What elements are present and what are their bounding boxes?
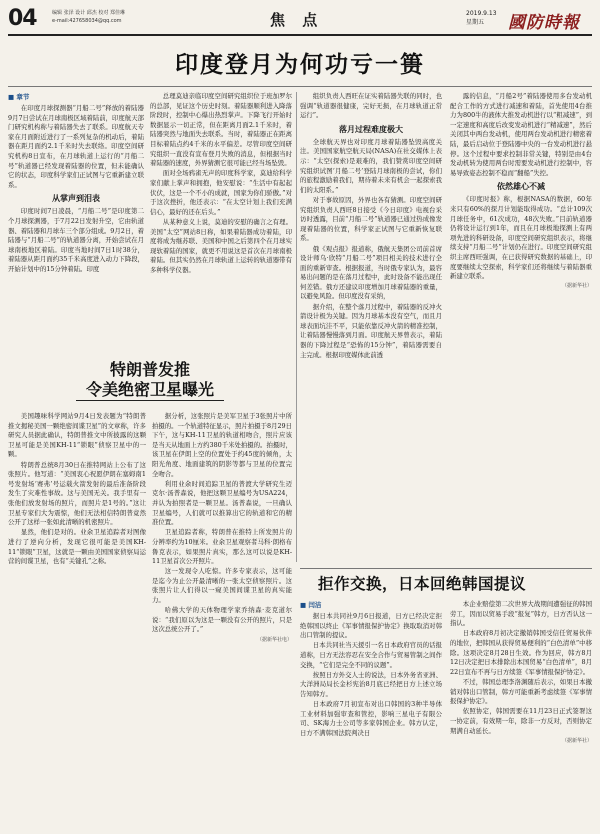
editor-email: e-mail:427658034@qq.com [52, 18, 122, 24]
main-headline: 印度登月为何功亏一篑 [175, 52, 425, 78]
paragraph: 印度时间7日凌晨，“月船二号”是印度第二个月球探测器，于7月22日发射升空，它由轨道器、着陆器和月球车三个部分组成。9月2日，着陆器与“月船二号”的轨道器分离，开始尝试在月球南极地区着陆。印度当地时间7日1时38分，着陆器从距月面约35千米高度进入动力下降段，开始计划中的15分钟着陆。印度 [8, 207, 144, 273]
paragraph: 利用业余时间追踪卫星的普渡大学研究生迈克尔·汤普森说，他把这颗卫星编号为USA224，并认为拍照者是一颗卫星。汤普森说，一旦确认卫星编号，人们就可以推算出它的轨道和它的精准位置。 [152, 479, 292, 527]
paragraph: 从某种意义上说，莫迪的安慰的确言之有理。美国“太空”网站8日称，如果着陆器成功着陆，印度将成为继苏联、美国和中国之后第四个在月球实现软着陆的国家，就更不用说这是首次在月球南极着陆。但其实仍然在月球轨道上运转的轨道器带有多种科学仪器。 [150, 217, 292, 274]
paragraph: 日本政府7月初宣布对出口韩国的3种半导体工业材料加强审查和管控，影响三星电子有限公司、SK海力士公司等多家韩国企业。韩方认定，日方不满韩国法院判决日 [300, 700, 442, 737]
story2-headline-line2: 令美绝密卫星曝光 [76, 380, 224, 401]
paragraph: 《印度时报》称，根据NASA的数据，60年来只有60%的探月计划能取得成功。“总计109次月球任务中，61次成功，48次失败。”目前轨道器仍将设计运行到1年，而且在月球极地探测上有两项先进的科研设备，印度空间研究组织表示，将继续支持“月船二号”计划仍在进行。印度空间研究组织主席西旺强调，在已获得研究数据的基础上，印度要继续太空探索，科学家们还将继续与着陆器重新建立联系。 [450, 195, 592, 281]
story2-column-1 [8, 412, 146, 824]
page-number: 04 [8, 6, 37, 31]
main-story-column-4 [450, 92, 592, 562]
paragraph: 对于事故原因，外界也各有猜测。印度空间研究组织负责人西旺8日接受《今日印度》电视台采访时透露，目前“月船二号”轨道器已通过热成像发现着陆器的位置，科学家正试图与它重新恢复联系。 [300, 195, 442, 243]
source-credit: （据新华社电） [256, 636, 292, 643]
paragraph: 在印度月球探测器“月船二号”释放的着陆器9月7日尝试在月球南极区域着陆前，印度航天部门研究机构称与着陆器失去了联系。印度航天专家在月面附近进行了一系列复杂的机动后，着陆器在距月面约2.1千米时失去联络。印度空间研究机构8日宣布，在月球轨道上运行的“月船二号”轨道器已经发现着陆器的位置，但未能确认它的状态，印度科学家们正试图与它重新建立联系。 [8, 104, 144, 189]
paragraph: 显然，他们是对的。业余卫星追踪者对图像进行了逆向分析，发现它很可能是美国KH-11“锁眼”卫星，这就是一颗由美国国家侦察局运营的间谍卫星，也有“关键孔”之称。 [8, 528, 146, 566]
source-credit: （据新华社） [561, 737, 592, 744]
paragraph: 面对全场鸦雀无声的印度科学家，莫迪给科学家们献上掌声和拥抱，他安慰说：“生活中有起起伏伏，这是一个不小的成就，国家为你们骄傲。”对于这次挫折，他还表示：“在太空计划上我们充满信心，最好的还在后头。” [150, 169, 292, 216]
subheading: 落月过程难度极大 [339, 124, 403, 134]
paragraph: 卫星追踪者称，特朗普在推特上所发照片的分辨率约为10厘米。业余卫星观察者马科·朗格布鲁克表示，如果照片真实，那么这可以说是KH-11卫星首次公开照片。 [152, 528, 292, 566]
paragraph: 这一发现令人吃惊。许多专家表示，这可能是迄今为止公开最清晰的一张太空侦察照片。这张照片让人们得以一窥美国间谍卫星的真实能力。 [152, 567, 292, 605]
paragraph: 据分析，这张照片是美军卫星于3张照片中所拍摄的。一个轨道特征显示，照片拍摄于8月29日下午，这与KH-11卫星的轨道相吻合，照片应该是当天从地面上方约380千米处拍摄的。拍摄时，该卫星在伊朗上空的位置处于约45度的倾角，太阳光角度、地面建筑的阴影等都与卫星的位置完全吻合。 [152, 412, 292, 478]
paragraph: 据介绍，在整个落月过程中，着陆器的反冲火箭设计极为关键。因为月球基本没有空气，而且月球表面坑洼不平，只能依靠反冲火箭的精准控制，让着陆器慢慢落到月面。印度航天界曾表示，着陆器的下降过程是“恐怖的15分钟”，着陆器需要自主完成。根据印度媒体此前透 [300, 302, 442, 359]
divider-rule [8, 86, 592, 87]
paragraph: 按照日方外交人士的说法，日本外务省亚洲、大洋洲局局长金杉宪治8月底已经把日方上述立场告知韩方。 [300, 670, 442, 698]
paragraph: 本企业赔偿第二次世界大战期间遭强征的韩国劳工，因而以贸易手段“报复”韩方，日方否认这一指认。 [450, 600, 592, 628]
paragraph: 据日本共同社9月6日报道，日方已经决定拒绝韩国以终止《军事情报保护协定》换取取消对韩出口管制的提议。 [300, 612, 442, 640]
paragraph: 日本共同社当天援引一名日本政府官员的话报道称，日方无法容忍在安全合作与贸易管制之间作交换，“它们是完全不同的议题”。 [300, 641, 442, 669]
page-header [8, 6, 592, 36]
paragraph: 不过，韩国总理李洛渊随后表示，如果日本撤销对韩出口管制，韩方可能重新考虑续签《军事情报保护协定》。 [450, 677, 592, 706]
paragraph: 特朗普总统8月30日在推特网站上公布了这张照片。他写道：“美国衷心祝愿伊朗在塞姆南1号发射场‘赛弗’号运载火箭发射的最后准备阶段发生了灾难性事故。这与美国无关。我手里有一张他们放发射场的照片，而照片是1号的。”这让卫星专家们大为震惊，他们无法相信特朗普竟然公开了这样一张如此清晰的机密照片。 [8, 460, 146, 527]
story3-column-2 [450, 600, 592, 826]
paragraph: 美国趣味科学网站9月4日发表题为“特朗普推文揭秘美国一颗绝密间谍卫星”的文章称，许多研究人员据此确认，特朗普推文中所披露的这颗卫星可能是美国KH-11“锁眼”侦察卫星中的一颗。 [8, 412, 146, 459]
section-title: 焦 点 [270, 11, 324, 29]
main-story-column-3 [300, 92, 442, 562]
story2-column-2 [152, 412, 292, 824]
issue-date [466, 9, 497, 27]
date-text: 2019.9.13 [466, 10, 497, 17]
paragraph: 全球航天界也对印度月球着陆器坠毁高度关注。美国国家航空航天局(NASA)在社交媒体上表示：“太空(探索)是艰难的，我们赞赏印度空间研究组织试图‘月船二号’登陆月球南极的尝试，你们的旅程激励着我们，期待着未来有机会一起探索我们的太阳系。” [300, 137, 442, 194]
story3-headline: 拒作交换，日本回绝韩国提议 [318, 575, 527, 593]
paragraph: 总理莫迪亲临印度空间研究组织位于班加罗尔的总部，见证这个历史时刻。着陆器顺利进入降落阶段时，控制中心爆出热烈掌声。下降飞行开始时数据显示一切正常，但在距离月面2.1千米时，着陆器突然与地面失去联系。当时，着陆器正在距离目标着陆点约4千米的水平偏差。尽管印度空间研究组织一直没有宣布登月失败的消息，但根据当时着陆器的速度，外界猜测它很可能已经当场坠毁。 [150, 92, 292, 168]
weekday-text: 星期五 [466, 19, 485, 26]
editor-names: 编辑 张泽 设计 邱杰 校对 郑佳琳 [52, 10, 125, 16]
paragraph: 日本政府8月初决定撤销韩国受信任贸易伙伴的地位，把韩国从获得贸易便利的“白色清单”中移除。这项决定8月28日生效。作为回应，韩方8月12日决定把日本排除出本国贸易“白色清单”，8月22日宣布不再与日方续签《军事情报保护协定》。 [450, 629, 592, 676]
main-story-column-2 [150, 92, 292, 352]
story2-headline-line1: 特朗普发推 [109, 360, 190, 379]
byline: ■ 章节 [8, 92, 144, 101]
paragraph: 哈佛大学的天体物理学家乔纳森·麦克道尔说：“我们原以为这是一颗没有公开的照片，只是这次总统公开了。” [152, 606, 292, 634]
subheading: 依然雄心不减 [497, 182, 545, 192]
source-credit: （据新华社） [561, 283, 592, 290]
main-story-column-1 [8, 92, 144, 352]
column-divider [296, 92, 297, 562]
paragraph: 俄《观点报》报道称，俄航天集团公司前首席设计师乌·欣特“月船二号”项目相关的技术进行全面的重新审查。根据报道，当时俄专家认为，最容易出问题的是在落月过程中，此时设备不能出现任何差错。俄方还建议印度增加月球着陆器的重量，以避免风险。但印度没有采纳， [300, 244, 442, 301]
paragraph: 组织负责人西旺在证实着陆器失联的同时，也强调“轨道器很健康，完好无损，在月球轨道正常运行”。 [300, 92, 442, 120]
paragraph: 露的信息，“月船2号”着陆器使用多台发动机配合工作的方式进行减速和着陆，首先使用4台推力为800牛的液体大推发动机进行以“粗减速”，到一定速度和高度后改变发动机进行“精减速”，然后关闭其中两台发动机，使用两台发动机进行精密着陆，最后启动位于登陆器中央的一台发动机进行悬停。这个过程中要求控制非常关键，特别是由4台发动机转为使用两台时需要发动机进行控制中，容易导致姿态控制不稳而“翻船”失控。 [450, 92, 592, 177]
newspaper-logo: 國防時報 [508, 13, 580, 33]
byline: ■ 闫洁 [300, 600, 442, 609]
subheading: 从掌声到泪表 [52, 194, 100, 204]
editor-credits [52, 9, 125, 25]
story3-column-1 [300, 600, 442, 826]
divider-rule [300, 568, 592, 569]
story2-headline [8, 360, 292, 401]
paragraph: 依照协定，韩国需要在11月23日正式签署这一协定前，有效期一年，除非一方反对，否则协定期满自动延长。 [450, 707, 592, 735]
